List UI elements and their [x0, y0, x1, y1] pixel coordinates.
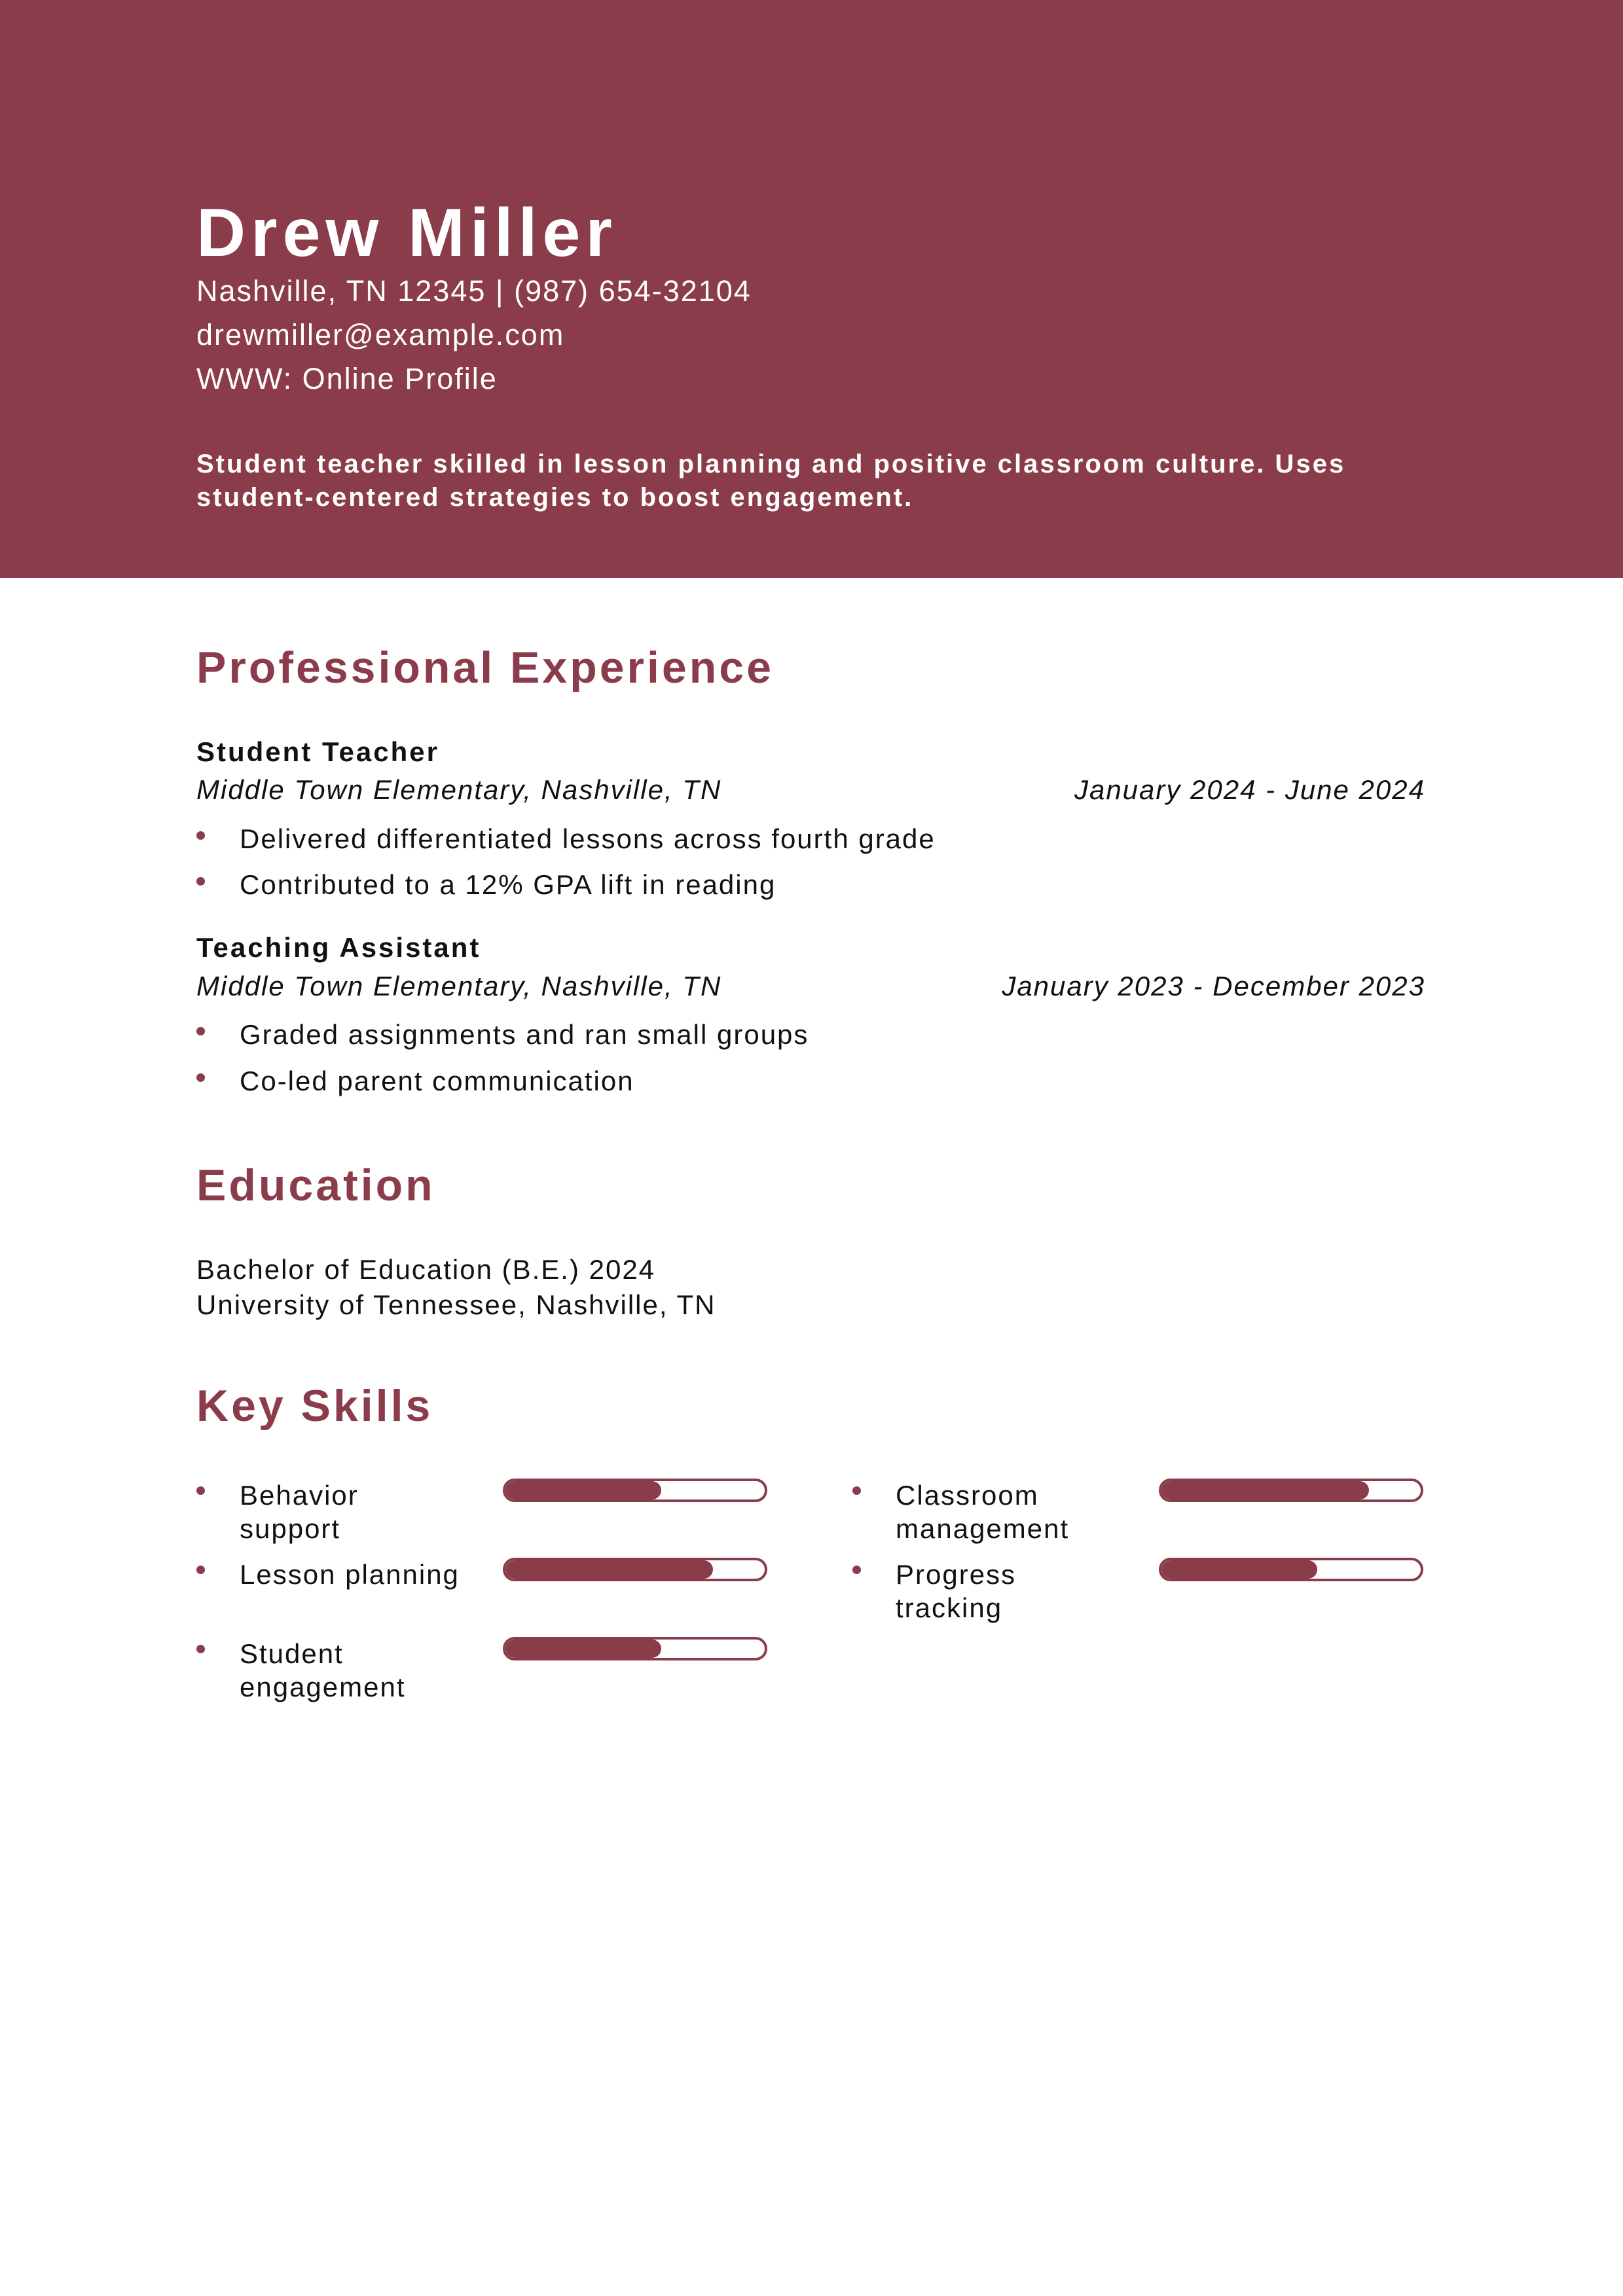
list-item-text: Contributed to a 12% GPA lift in reading — [240, 869, 776, 900]
candidate-name: Drew Miller — [196, 195, 617, 271]
job-organization: Middle Town Elementary, Nashville, TN — [196, 774, 722, 805]
school: University of Tennessee, Nashville, TN — [196, 1289, 716, 1320]
bullet-dot-icon — [196, 831, 205, 840]
job-organization: Middle Town Elementary, Nashville, TN — [196, 971, 722, 1001]
degree: Bachelor of Education (B.E.) 2024 — [196, 1254, 656, 1285]
list-item-text: Delivered differentiated lessons across fourth grade — [240, 823, 936, 854]
bullet-dot-icon — [196, 1645, 205, 1653]
education-heading: Education — [196, 1160, 435, 1210]
header-banner — [0, 0, 1623, 578]
skill-name: Lesson planning — [240, 1559, 460, 1590]
skill-level-bar — [503, 1558, 767, 1581]
list-item — [196, 1018, 1440, 1052]
bullet-dot-icon — [196, 1566, 205, 1574]
list-item-text: Co-led parent communication — [240, 1066, 634, 1096]
job-dates: January 2024 - June 2024 — [1074, 774, 1425, 805]
list-item — [196, 1064, 1440, 1098]
bullet-dot-icon — [852, 1566, 861, 1574]
list-item — [196, 868, 1440, 902]
skill-item — [196, 1479, 786, 1551]
job-title: Student Teacher — [196, 736, 439, 767]
skill-name: Behavior support — [240, 1480, 359, 1544]
bullet-dot-icon — [196, 877, 205, 886]
skill-name: Progress tracking — [896, 1559, 1017, 1623]
bullet-dot-icon — [196, 1486, 205, 1495]
skill-item — [852, 1479, 1442, 1551]
profile-summary: Student teacher skilled in lesson planning and positive classroom culture. Uses student-centered strategies to boost engagement. — [196, 450, 1346, 512]
skill-name: Classroom management — [896, 1480, 1070, 1544]
skill-level-fill — [505, 1640, 661, 1658]
bullet-dot-icon — [852, 1486, 861, 1495]
skills-heading: Key Skills — [196, 1381, 433, 1431]
skill-name: Student engagement — [240, 1638, 406, 1702]
skill-item — [196, 1558, 786, 1630]
bullet-dot-icon — [196, 1027, 205, 1035]
skill-item — [852, 1558, 1442, 1630]
skill-level-bar — [503, 1479, 767, 1502]
skill-level-fill — [505, 1481, 661, 1499]
skill-item — [196, 1637, 786, 1709]
skill-level-bar — [1159, 1479, 1423, 1502]
skill-level-fill — [1161, 1481, 1369, 1499]
experience-heading: Professional Experience — [196, 643, 774, 692]
job-dates: January 2023 - December 2023 — [1002, 971, 1425, 1001]
skill-level-fill — [1161, 1560, 1317, 1579]
skill-level-fill — [505, 1560, 713, 1579]
list-item-text: Graded assignments and ran small groups — [240, 1019, 809, 1050]
email-address[interactable]: drewmiller@example.com — [196, 318, 565, 351]
list-item — [196, 822, 1440, 856]
location-phone: Nashville, TN 12345 | (987) 654-32104 — [196, 274, 752, 308]
skill-level-bar — [503, 1637, 767, 1660]
skill-level-bar — [1159, 1558, 1423, 1581]
job-title: Teaching Assistant — [196, 932, 481, 963]
bullet-dot-icon — [196, 1073, 205, 1082]
website-link[interactable]: WWW: Online Profile — [196, 362, 498, 395]
